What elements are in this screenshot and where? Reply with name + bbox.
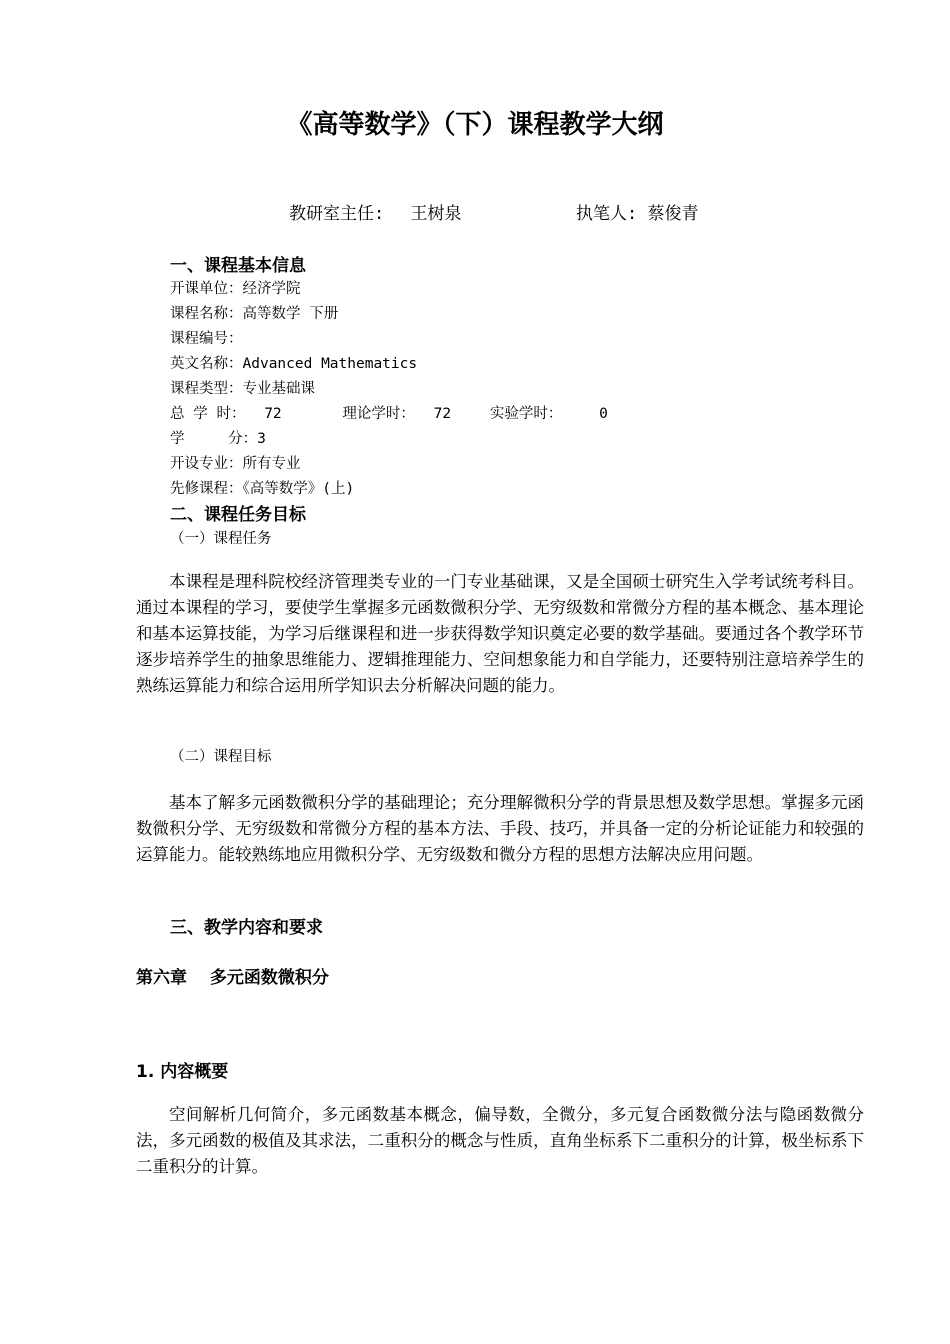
hours-lab: 0	[599, 406, 608, 422]
chapter-heading: 第六章 多元函数微积分	[136, 968, 329, 988]
info-english: 英文名称：Advanced Mathematics	[170, 356, 418, 372]
subsection-task: （一）课程任务	[170, 531, 272, 547]
course-task-paragraph: 本课程是理科院校经济管理类专业的一门专业基础课，又是全国硕士研究生入学考试统考科目。通过本课程的学习，要使学生掌握多元函数微积分学、无穷级数和常微分方程的基本概念、基本理论和基本运算技能，为学习后继课程和进一步获得数学知识奠定必要的数学基础。要通过各个教学环节逐步培养学生的抽象思维能力、逻辑推理能力、空间想象能力和自学能力，还要特别注意培养学生的熟练运算能力和综合运用所学知识去分析解决问题的能力。	[136, 572, 864, 695]
info-dept: 开课单位：经济学院	[170, 281, 301, 297]
content-summary-heading: 1. 内容概要	[136, 1062, 229, 1082]
writer-name: 蔡俊青	[647, 204, 699, 224]
course-goal-paragraph: 基本了解多元函数微积分学的基础理论；充分理解微积分学的背景思想及数学思想。掌握多元函数微积分学、无穷级数和常微分方程的基本方法、手段、技巧，并具备一定的分析论证能力和较强的运算能力。能较熟练地应用微积分学、无穷级数和微分方程的思想方法解决应用问题。	[136, 793, 864, 864]
info-credits	[170, 427, 266, 448]
credits-label: 学 分：	[170, 431, 258, 447]
document-title: 《高等数学》（下）课程教学大纲	[286, 110, 664, 140]
hours-total: 72	[264, 406, 282, 422]
subsection-goal: （二）课程目标	[170, 749, 272, 765]
section1-heading: 一、课程基本信息	[170, 256, 306, 276]
hours-lab-label: 实验学时：	[489, 406, 563, 422]
info-code: 课程编号：	[170, 331, 243, 347]
info-name: 课程名称：高等数学 下册	[170, 306, 339, 322]
info-hours	[170, 402, 608, 423]
section2-heading: 二、课程任务目标	[170, 505, 306, 525]
writer-label: 执笔人:	[576, 204, 638, 224]
hours-theory-label: 理论学时：	[342, 406, 415, 422]
content-summary-paragraph: 空间解析几何简介，多元函数基本概念，偏导数，全微分，多元复合函数微分法与隐函数微分法，多元函数的极值及其求法，二重积分的概念与性质，直角坐标系下二重积分的计算，极坐标系下二重积分的计算。	[136, 1105, 864, 1176]
director-name: 王树泉	[410, 204, 462, 224]
info-type: 课程类型：专业基础课	[170, 381, 315, 397]
director-label: 教研室主任:	[289, 204, 385, 224]
info-majors: 开设专业：所有专业	[170, 456, 301, 472]
credits-value: 3	[257, 431, 266, 447]
info-prereq: 先修课程：《高等数学》(上)	[170, 481, 355, 497]
hours-theory: 72	[433, 406, 452, 422]
director-line	[289, 199, 462, 224]
section3-heading: 三、教学内容和要求	[170, 918, 323, 938]
writer-line	[576, 199, 699, 224]
hours-total-label: 总 学 时：	[170, 406, 246, 422]
